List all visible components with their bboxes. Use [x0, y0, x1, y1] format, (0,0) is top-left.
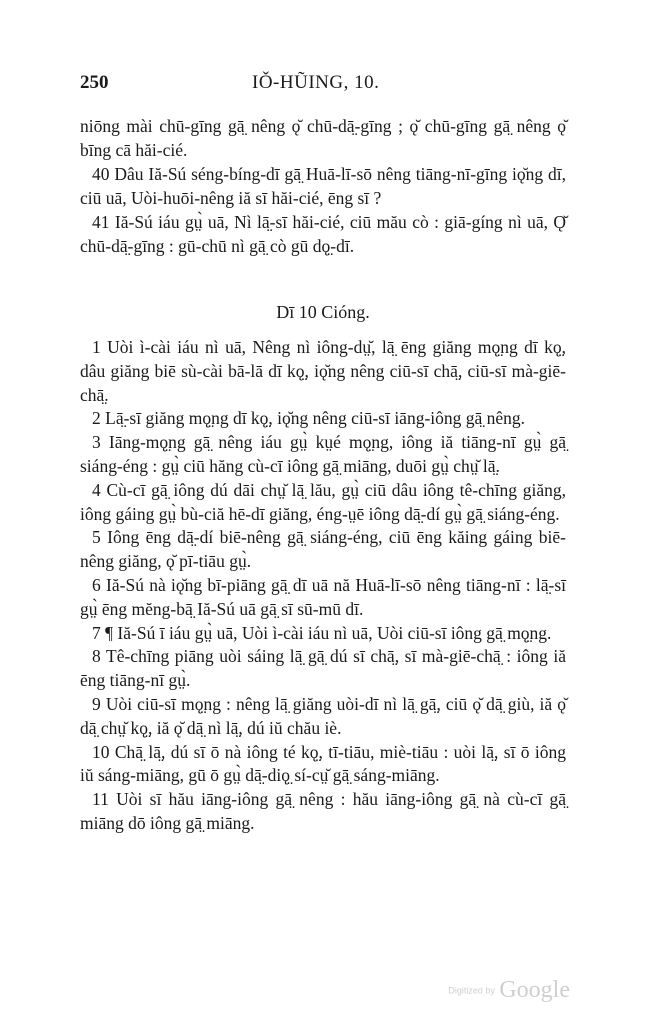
page-body: [80, 114, 566, 836]
verse-paragraph: 40 Dâu Iă-Sú séng-bíng-dī gā̤ Huā-lī-sō nêng tiāng-nī-gīng iǫ̆ng dī, ciū uā, Uòi-huōi-nêng iă sī hăi-cié, ēng sī ?: [80, 164, 566, 208]
verse-paragraph: 6 Iă-Sú nà iǫ̆ng bī-piāng gā̤ dī uā nă Huā-lī-sō nêng tiāng-nī : lā̤-sī gṳ̀ ēng mĕng-bā̤ Iă-Sú uā gā̤ sī sū-mū dī.: [80, 574, 566, 619]
verse-paragraph: 8 Tê-chīng piāng uòi sáing lā̤ gā̤ dú sī chā̤, sī mà-giē-chā̤ : iông iă ēng tiāng-nī gṳ̀.: [80, 646, 566, 691]
verse-paragraph: 10 Chā̤ lā̤, dú sī ō nà iông té kǫ̤, tī-tiāu, miè-tiāu : uòi lā̤, sī ō iông iŭ sáng-miāng, gū ō gṳ̀ dā̤-diǫ̤ sí-cṳ̆ gā̤ sáng-miāng.: [80, 741, 566, 786]
verse-paragraph: 7 ¶ Iă-Sú ī iáu gṳ̀ uā, Uòi ì-cài iáu nì uā, Uòi ciū-sī iông gā̤ mǫ̤ng.: [92, 622, 552, 643]
verse-paragraph: 3 Iāng-mǫ̤ng gā̤ nêng iáu gṳ̀ kṳé mǫ̤ng, iông iă tiāng-nī gṳ̀ gā̤ siáng-éng : gṳ̀ ciū hăng cù-cī iông gā̤ miāng, duōi gṳ̀ chṳ̆ lā̤.: [80, 432, 566, 476]
google-logo: Google: [499, 977, 570, 1003]
verse-paragraph: 2 Lā̤-sī giăng mǫ̤ng dī kǫ̤, iǫ̆ng nêng ciū-sī iāng-iông gā̤ nêng.: [92, 408, 526, 429]
verse-paragraph: 1 Uòi ì-cài iáu nì uā, Nêng nì iông-dṳ̆, lā̤ ēng giăng mǫ̤ng dī kǫ̤, dâu giăng biē sù-cài bā-lā dī kǫ̤, iǫ̆ng nêng ciū-sī chā̤, ciū-sī mà-giē-chā̤.: [80, 337, 566, 405]
chapter-verses: [80, 336, 566, 836]
verse-paragraph: 11 Uòi sī hău iāng-iông gā̤ nêng : hău iāng-iông gā̤ nà cù-cī gā̤ miāng dō iông gā̤ miāng.: [80, 789, 566, 833]
page-header: [80, 72, 566, 102]
running-title: IǑ-HŨING, 10.: [252, 72, 380, 93]
verse-continuation: niōng mài chū-gīng gā̤ nêng ǫ̆ chū-dā̤-gīng ; ǫ̆ chū-gīng gā̤ nêng ǫ̆ bīng cā hăi-cié.: [80, 116, 566, 160]
watermark-prefix: Digitized by: [448, 985, 495, 996]
digitized-watermark: [448, 977, 570, 1004]
verse-paragraph: 41 Iă-Sú iáu gṳ̀ uā, Nì lā̤-sī hăi-cié, ciū mău cò : giā-gíng nì uā, Ǫ̆ chū-dā̤-gīng : gū-chū nì gā̤ cò gū dǫ̤-dī.: [80, 212, 566, 256]
page-number: 250: [80, 72, 109, 93]
verse-paragraph: 4 Cù-cī gā̤ iông dú dāi chṳ̆ lā̤ lău, gṳ̀ ciū dâu iông tê-chīng giăng, iông gáing gṳ̀ bù-ciă hē-dī giăng, éng-ṳē iông dā̤-dí gṳ̀ gā̤ siáng-éng.: [80, 479, 566, 524]
verse-paragraph: 9 Uòi ciū-sī mǫ̤ng : nêng lā̤ giăng uòi-dī nì lā̤ gā̤, ciū ǫ̆ dā̤ giù, iă ǫ̆ dā̤ chṳ̆ kǫ̤, iă ǫ̆ dā̤ nì lā̤, dú iŭ chău iè.: [80, 693, 566, 738]
verse-paragraph: 5 Iông ēng dā̤-dí biē-nêng gā̤ siáng-éng, ciū ēng kăing gáing biē-nêng giăng, ǫ̆ pī-tiāu gṳ̀.: [80, 527, 566, 572]
chapter-heading: Dī 10 Cióng.: [276, 302, 370, 322]
